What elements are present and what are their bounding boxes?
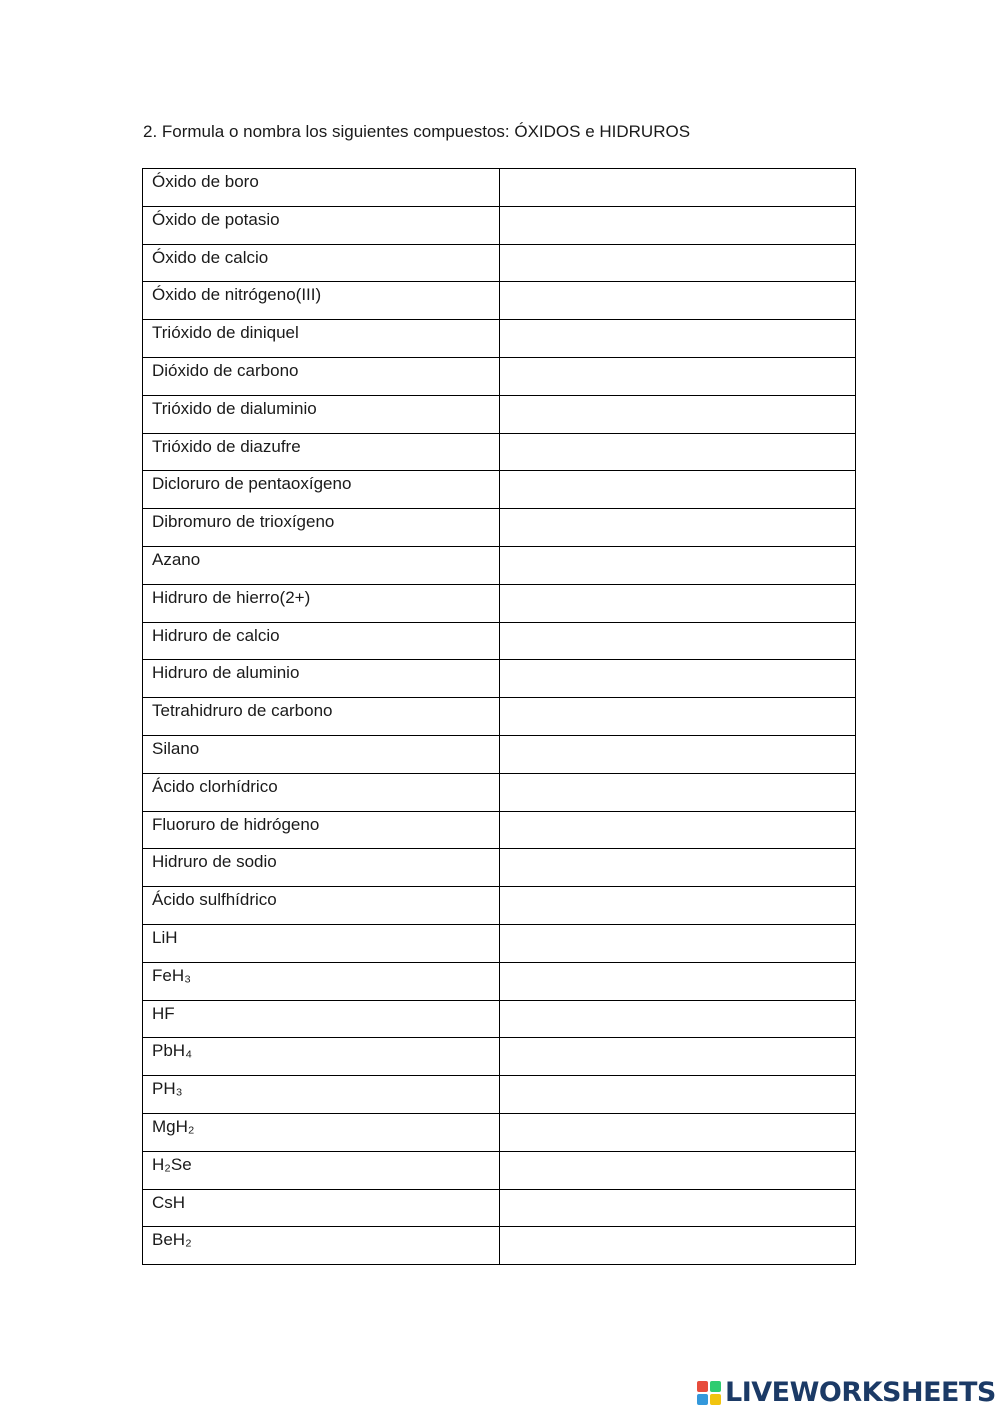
answer-input[interactable] [500, 320, 855, 357]
compound-prompt-cell: Óxido de calcio [143, 244, 500, 282]
table-row [143, 244, 856, 282]
page-title: 2. Formula o nombra los siguientes compuestos: ÓXIDOS e HIDRUROS [143, 122, 691, 141]
compound-prompt-cell: Hidruro de aluminio [143, 660, 500, 698]
table-row [143, 395, 856, 433]
logo-icon-square [697, 1394, 708, 1405]
answer-cell [500, 1189, 856, 1227]
table-row [143, 282, 856, 320]
answer-cell [500, 357, 856, 395]
answer-cell [500, 1151, 856, 1189]
answer-cell [500, 1113, 856, 1151]
table-row [143, 433, 856, 471]
answer-input[interactable] [500, 1114, 855, 1151]
logo-icon-square [710, 1394, 721, 1405]
answer-input[interactable] [500, 471, 855, 508]
logo-icon-square [697, 1381, 708, 1392]
table-row [143, 169, 856, 207]
compound-prompt-cell: Ácido sulfhídrico [143, 887, 500, 925]
answer-input[interactable] [500, 812, 855, 849]
table-row [143, 584, 856, 622]
answer-input[interactable] [500, 1190, 855, 1227]
compound-prompt-cell: Fluoruro de hidrógeno [143, 811, 500, 849]
compound-prompt-cell: PbH₄ [143, 1038, 500, 1076]
answer-cell [500, 924, 856, 962]
compound-prompt-cell: Dibromuro de trioxígeno [143, 509, 500, 547]
answer-input[interactable] [500, 1152, 855, 1189]
table-row [143, 1038, 856, 1076]
answer-input[interactable] [500, 660, 855, 697]
answer-input[interactable] [500, 887, 855, 924]
compound-prompt-cell: MgH₂ [143, 1113, 500, 1151]
compound-prompt-cell: Silano [143, 735, 500, 773]
table-row [143, 962, 856, 1000]
table-row [143, 811, 856, 849]
answer-cell [500, 169, 856, 207]
answer-cell [500, 282, 856, 320]
answer-input[interactable] [500, 358, 855, 395]
compounds-table-body [143, 169, 856, 1265]
answer-input[interactable] [500, 169, 855, 206]
compound-prompt-cell: Óxido de boro [143, 169, 500, 207]
answer-cell [500, 471, 856, 509]
table-row [143, 1000, 856, 1038]
answer-cell [500, 320, 856, 358]
table-row [143, 773, 856, 811]
answer-cell [500, 811, 856, 849]
answer-input[interactable] [500, 736, 855, 773]
table-row [143, 471, 856, 509]
answer-cell [500, 887, 856, 925]
answer-cell [500, 849, 856, 887]
answer-cell [500, 773, 856, 811]
answer-input[interactable] [500, 925, 855, 962]
answer-input[interactable] [500, 547, 855, 584]
answer-cell [500, 584, 856, 622]
compound-prompt-cell: Trióxido de dialuminio [143, 395, 500, 433]
answer-cell [500, 735, 856, 773]
compound-prompt-cell: CsH [143, 1189, 500, 1227]
logo-text: LIVEWORKSHEETS [725, 1377, 996, 1408]
logo-icon-square [710, 1381, 721, 1392]
table-row [143, 1076, 856, 1114]
answer-input[interactable] [500, 509, 855, 546]
answer-cell [500, 395, 856, 433]
table-row [143, 887, 856, 925]
compound-prompt-cell: Hidruro de calcio [143, 622, 500, 660]
answer-input[interactable] [500, 434, 855, 471]
answer-input[interactable] [500, 1227, 855, 1264]
compound-prompt-cell: Hidruro de hierro(2+) [143, 584, 500, 622]
answer-input[interactable] [500, 774, 855, 811]
answer-input[interactable] [500, 245, 855, 282]
compound-prompt-cell: Óxido de nitrógeno(III) [143, 282, 500, 320]
answer-cell [500, 1000, 856, 1038]
liveworksheets-logo [697, 1377, 996, 1409]
answer-cell [500, 622, 856, 660]
compound-prompt-cell: Dióxido de carbono [143, 357, 500, 395]
answer-cell [500, 962, 856, 1000]
answer-input[interactable] [500, 1038, 855, 1075]
answer-input[interactable] [500, 698, 855, 735]
table-row [143, 1227, 856, 1265]
compound-prompt-cell: Dicloruro de pentaoxígeno [143, 471, 500, 509]
answer-cell [500, 698, 856, 736]
answer-cell [500, 1227, 856, 1265]
answer-input[interactable] [500, 585, 855, 622]
table-row [143, 622, 856, 660]
compound-prompt-cell: Trióxido de diniquel [143, 320, 500, 358]
compounds-table [142, 168, 856, 1265]
compound-prompt-cell: FeH₃ [143, 962, 500, 1000]
table-row [143, 509, 856, 547]
table-row [143, 849, 856, 887]
table-row [143, 1189, 856, 1227]
compound-prompt-cell: BeH₂ [143, 1227, 500, 1265]
answer-cell [500, 660, 856, 698]
compound-prompt-cell: LiH [143, 924, 500, 962]
compound-prompt-cell: Azano [143, 546, 500, 584]
answer-input[interactable] [500, 849, 855, 886]
compound-prompt-cell: Ácido clorhídrico [143, 773, 500, 811]
answer-cell [500, 1076, 856, 1114]
answer-cell [500, 433, 856, 471]
table-row [143, 357, 856, 395]
answer-input[interactable] [500, 282, 855, 319]
compound-prompt-cell: Hidruro de sodio [143, 849, 500, 887]
compound-prompt-cell: Tetrahidruro de carbono [143, 698, 500, 736]
answer-cell [500, 1038, 856, 1076]
answer-input[interactable] [500, 396, 855, 433]
compound-prompt-cell: H₂Se [143, 1151, 500, 1189]
table-row [143, 698, 856, 736]
answer-input[interactable] [500, 207, 855, 244]
table-row [143, 546, 856, 584]
table-row [143, 924, 856, 962]
compound-prompt-cell: PH₃ [143, 1076, 500, 1114]
compound-prompt-cell: HF [143, 1000, 500, 1038]
answer-cell [500, 546, 856, 584]
table-row [143, 206, 856, 244]
answer-cell [500, 509, 856, 547]
answer-cell [500, 206, 856, 244]
answer-cell [500, 244, 856, 282]
table-row [143, 660, 856, 698]
answer-input[interactable] [500, 1001, 855, 1038]
table-row [143, 735, 856, 773]
answer-input[interactable] [500, 623, 855, 660]
compound-prompt-cell: Trióxido de diazufre [143, 433, 500, 471]
liveworksheets-logo-icon [697, 1381, 721, 1405]
compound-prompt-cell: Óxido de potasio [143, 206, 500, 244]
table-row [143, 1113, 856, 1151]
answer-input[interactable] [500, 1076, 855, 1113]
answer-input[interactable] [500, 963, 855, 1000]
table-row [143, 1151, 856, 1189]
table-row [143, 320, 856, 358]
